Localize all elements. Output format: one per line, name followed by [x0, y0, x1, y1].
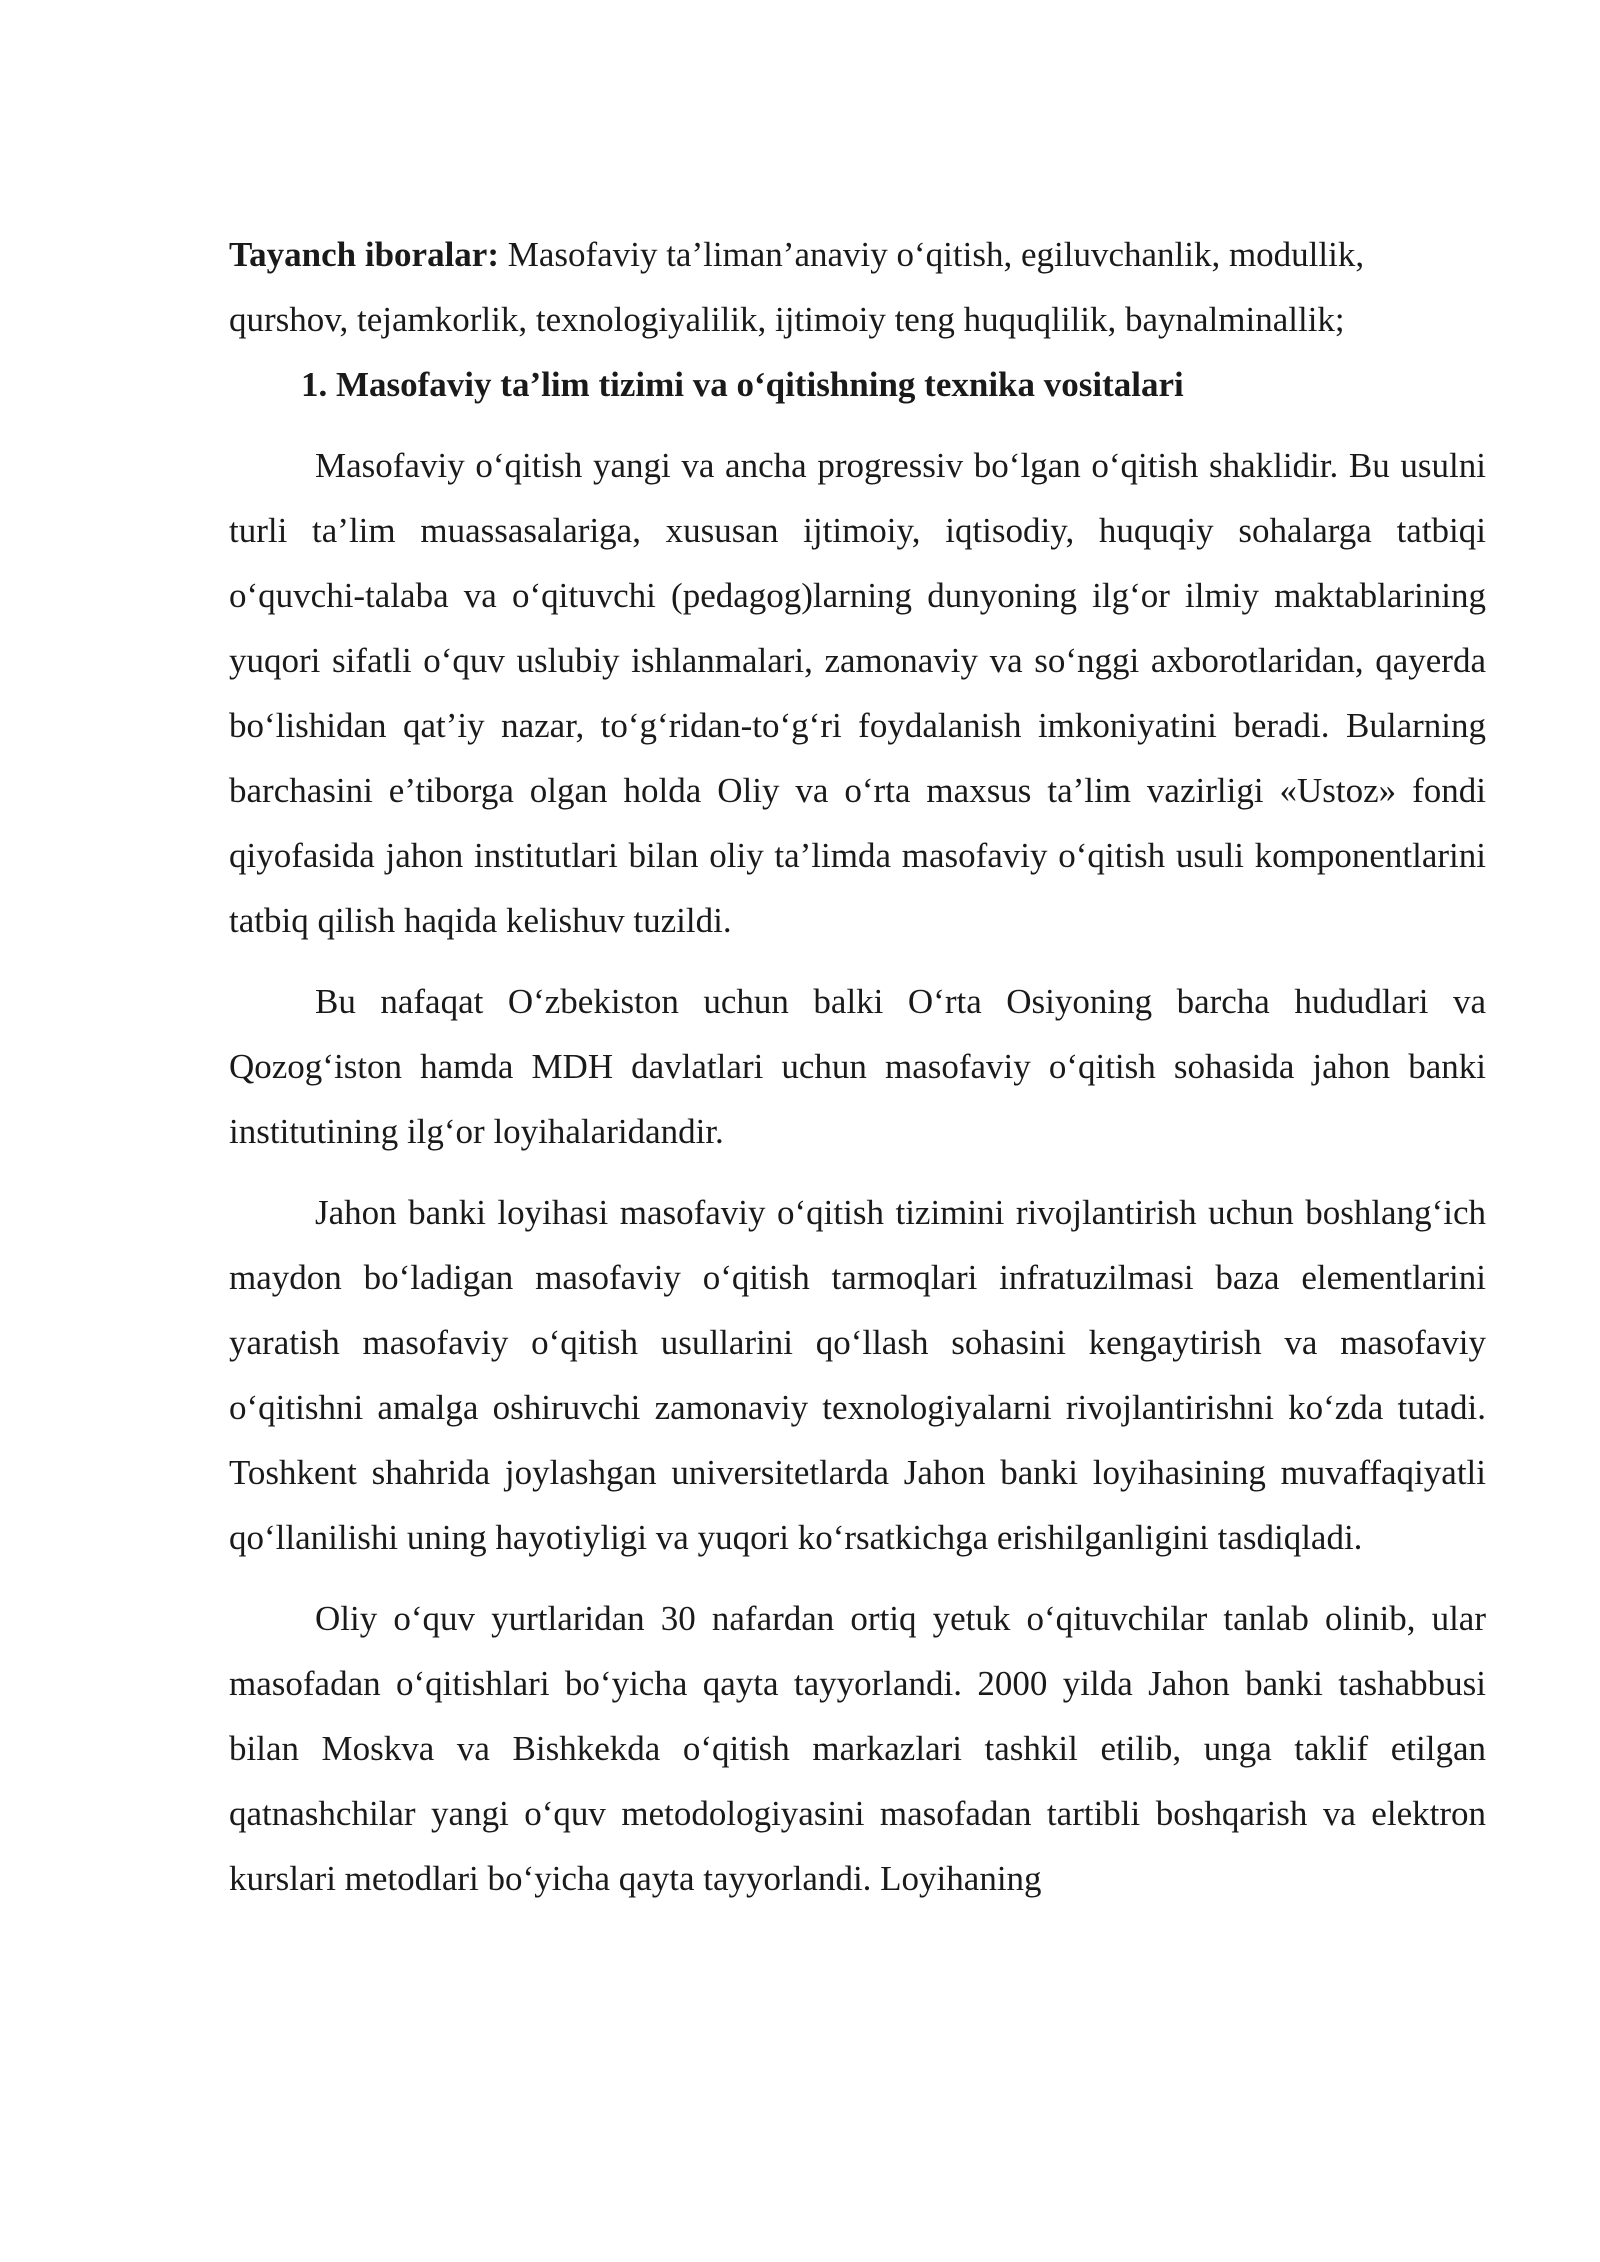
paragraph-1: Masofaviy o‘qitish yangi va ancha progressiv bo‘lgan o‘qitish shaklidir. Bu usulni turli ta’lim muassasalariga, xususan ijtimoiy, iqtisodiy, huquqiy sohalarga tatbiqi o‘quvchi-talaba va o‘qituvchi (pedagog)larning dunyoning ilg‘or ilmiy maktablarining yuqori sifatli o‘quv uslubiy ishlanmalari, zamonaviy va so‘nggi axborotlaridan, qayerda bo‘lishidan qat’iy nazar, to‘g‘ridan-to‘g‘ri foydalanish imkoniyatini beradi. Bularning barchasini e’tiborga olgan holda Oliy va o‘rta maxsus ta’lim vazirligi «Ustoz» fondi qiyofasida jahon institutlari bilan oliy ta’limda masofaviy o‘qitish usuli komponentlarini tatbiq qilish haqida kelishuv tuzildi. [229, 446, 1486, 940]
paragraph-3: Jahon banki loyihasi masofaviy o‘qitish tizimini rivojlantirish uchun boshlang‘ich maydon bo‘ladigan masofaviy o‘qitish tarmoqlari infratuzilmasi baza elementlarini yaratish masofaviy o‘qitish usullarini qo‘llash sohasini kengaytirish va masofaviy o‘qitishni amalga oshiruvchi zamonaviy texnologiyalarni rivojlantirishni ko‘zda tutadi. Toshkent shahrida joylashgan universitetlarda Jahon banki loyihasining muvaffaqiyatli qo‘llanilishi uning hayotiyligi va yuqori ko‘rsatkichga erishilganligini tasdiqladi. [229, 1193, 1486, 1557]
section-heading: 1. Masofaviy ta’lim tizimi va o‘qitishning texnika vositalari [301, 365, 1184, 404]
paragraph-4: Oliy o‘quv yurtlaridan 30 nafardan ortiq yetuk o‘qituvchilar tanlab olinib, ular masofadan o‘qitishlari bo‘yicha qayta tayyorlandi. 2000 yilda Jahon banki tashabbusi bilan Moskva va Bishkekda o‘qitish markazlari tashkil etilib, unga taklif etilgan qatnashchilar yangi o‘quv metodologiyasini masofadan tartibli boshqarish va elektron kurslari metodlari bo‘yicha qayta tayyorlandi. Loyihaning [229, 1599, 1486, 1898]
document-page [229, 222, 1486, 1927]
keywords-label: Tayanch iboralar: [229, 235, 499, 274]
keywords-text: Masofaviy ta’liman’anaviy o‘qitish, egiluvchanlik, modullik, qurshov, tejamkorlik, texnologiyalilik, ijtimoiy teng huquqlilik, baynalminallik; [229, 235, 1365, 339]
paragraph-2: Bu nafaqat O‘zbekiston uchun balki O‘rta Osiyoning barcha hududlari va Qozog‘iston hamda MDH davlatlari uchun masofaviy o‘qitish sohasida jahon banki institutining ilg‘or loyihalaridandir. [229, 982, 1486, 1151]
keywords-paragraph [229, 222, 1486, 352]
